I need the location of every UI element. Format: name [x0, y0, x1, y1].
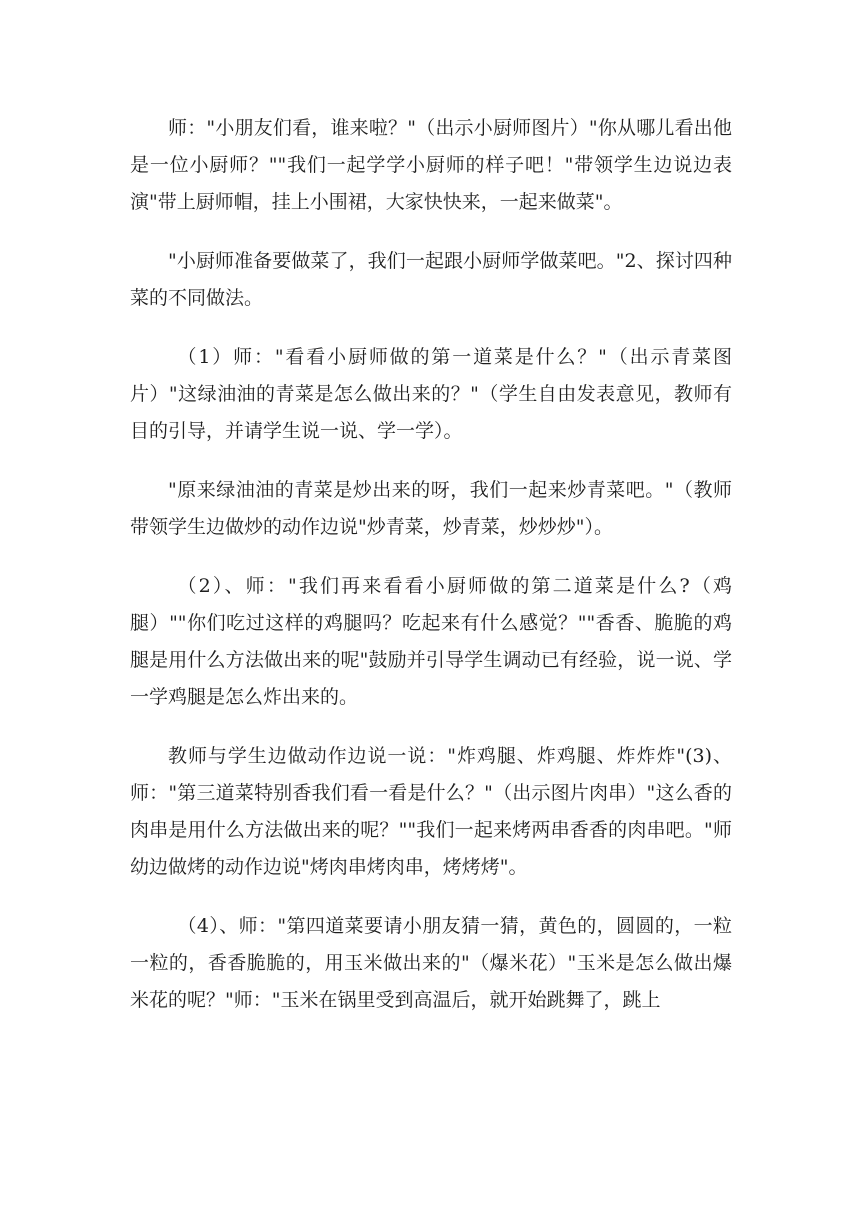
- paragraph-dish-2: （2）、师："我们再来看看小厨师做的第二道菜是什么?（鸡腿）""你们吃过这样的鸡腿吗？吃起来有什么感觉？""香香、脆脆的鸡腿是用什么方法做出来的呢"鼓励并引导学生调动已有经验，说一说、学一学鸡腿是怎么炸出来的。: [130, 575, 732, 708]
- paragraph-dish-3: 教师与学生边做动作边说一说："炸鸡腿、炸鸡腿、炸炸炸"(3)、师："第三道菜特别香我们看一看是什么？"（出示图片肉串）"这么香的肉串是用什么方法做出来的呢？""我们一起来烤两串香香的肉串吧。"师幼边做烤的动作边说"烤肉串烤肉串，烤烤烤"。: [130, 745, 732, 878]
- paragraph-intro: 师："小朋友们看，谁来啦？"（出示小厨师图片）"你从哪儿看出他是一位小厨师？""我们一起学学小厨师的样子吧！"带领学生边说边表演"带上厨师帽，挂上小围裙，大家快快来，一起来做菜"。: [130, 117, 732, 213]
- paragraph-transition: "小厨师准备要做菜了，我们一起跟小厨师学做菜吧。"2、探讨四种菜的不同做法。: [130, 250, 732, 309]
- paragraph-dish-4: （4）、师："第四道菜要请小朋友猜一猜，黄色的，圆圆的，一粒一粒的，香香脆脆的，用玉米做出来的"（爆米花）"玉米是怎么做出爆米花的呢？"师："玉米在锅里受到高温后，就开始跳舞了，跳上: [130, 915, 732, 1011]
- paragraph-dish-1: （1）师："看看小厨师做的第一道菜是什么？"（出示青菜图片）"这绿油油的青菜是怎么做出来的？"（学生自由发表意见，教师有目的引导，并请学生说一说、学一学）。: [130, 346, 732, 442]
- paragraph-stir-fry: "原来绿油油的青菜是炒出来的呀，我们一起来炒青菜吧。"（教师带领学生边做炒的动作边说"炒青菜，炒青菜，炒炒炒"）。: [130, 479, 732, 538]
